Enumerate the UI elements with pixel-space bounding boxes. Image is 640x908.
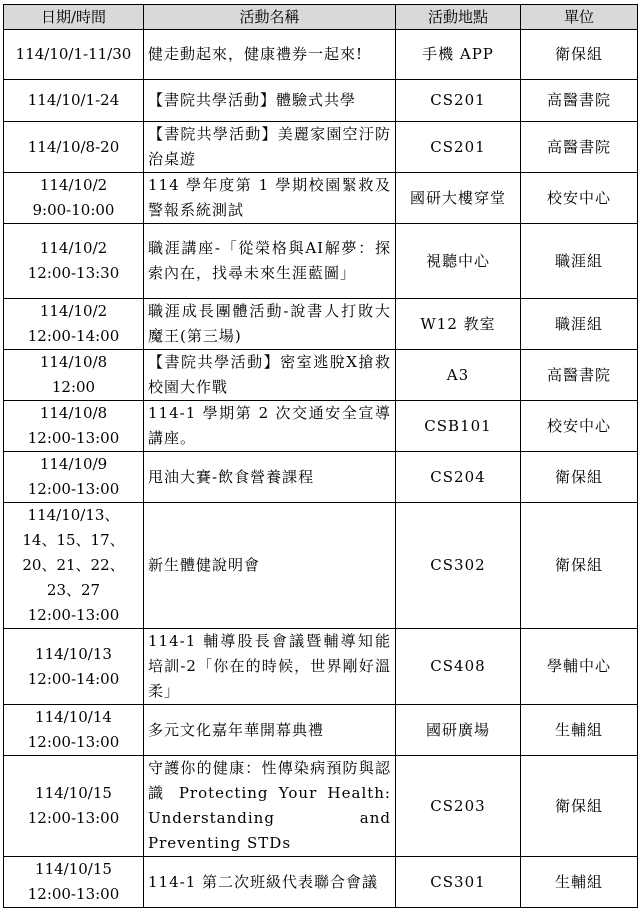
table-row [4,299,638,350]
header-date: 日期/時間 [4,5,144,30]
row-activity-name: 114 學年度第 1 學期校園緊救及警報系統測試 [144,173,396,224]
table-row [4,705,638,756]
row-location: CS302 [396,503,521,629]
row-location: CSB101 [396,401,521,452]
table-row [4,857,638,908]
row-date: 114/10/14 12:00-13:00 [4,705,144,756]
row-unit: 學輔中心 [521,629,638,705]
row-date: 114/10/13 12:00-14:00 [4,629,144,705]
row-date: 114/10/15 12:00-13:00 [4,756,144,857]
header-activity-name: 活動名稱 [144,5,396,30]
table-row [4,122,638,173]
row-activity-name: 114-1 學期第 2 次交通安全宣導講座。 [144,401,396,452]
table-row [4,629,638,705]
table-row [4,80,638,122]
table-row [4,350,638,401]
row-unit: 衛保組 [521,30,638,80]
row-activity-name: 【書院共學活動】密室逃脫X搶救校園大作戰 [144,350,396,401]
header-location: 活動地點 [396,5,521,30]
row-location: CS408 [396,629,521,705]
row-activity-name: 新生體健說明會 [144,503,396,629]
row-location: A3 [396,350,521,401]
table-row [4,173,638,224]
row-unit: 生輔組 [521,705,638,756]
table-row [4,224,638,299]
row-location: CS201 [396,80,521,122]
row-activity-name: 114-1 第二次班級代表聯合會議 [144,857,396,908]
row-location: CS204 [396,452,521,503]
row-date: 114/10/2 9:00-10:00 [4,173,144,224]
row-activity-name: 114-1 輔導股長會議暨輔導知能培訓-2「你在的時候，世界剛好溫柔」 [144,629,396,705]
row-date: 114/10/13、 14、15、17、 20、21、22、 23、27 12:00-13:00 [4,503,144,629]
row-activity-name: 多元文化嘉年華開幕典禮 [144,705,396,756]
activity-schedule-table [3,4,638,908]
row-unit: 衛保組 [521,452,638,503]
row-date: 114/10/1-11/30 [4,30,144,80]
header-unit: 單位 [521,5,638,30]
row-location: 視聽中心 [396,224,521,299]
row-date: 114/10/8-20 [4,122,144,173]
row-unit: 校安中心 [521,401,638,452]
row-location: W12 教室 [396,299,521,350]
row-activity-name: 【書院共學活動】美麗家園空汙防治桌遊 [144,122,396,173]
row-location: CS201 [396,122,521,173]
row-location: 手機 APP [396,30,521,80]
row-unit: 高醫書院 [521,122,638,173]
row-unit: 衛保組 [521,503,638,629]
row-date: 114/10/2 12:00-14:00 [4,299,144,350]
table-header-row [4,5,638,30]
table-row [4,401,638,452]
row-unit: 高醫書院 [521,80,638,122]
row-unit: 衛保組 [521,756,638,857]
row-activity-name: 【書院共學活動】體驗式共學 [144,80,396,122]
row-location: 國研大樓穿堂 [396,173,521,224]
row-unit: 生輔組 [521,857,638,908]
row-date: 114/10/8 12:00-13:00 [4,401,144,452]
table-row [4,30,638,80]
row-date: 114/10/15 12:00-13:00 [4,857,144,908]
row-activity-name: 職涯成長團體活動-說書人打敗大魔王(第三場) [144,299,396,350]
table-row [4,756,638,857]
row-date: 114/10/8 12:00 [4,350,144,401]
row-location: CS203 [396,756,521,857]
row-activity-name: 職涯講座-「從榮格與AI解夢：探索內在，找尋未來生涯藍圖」 [144,224,396,299]
row-date: 114/10/2 12:00-13:30 [4,224,144,299]
row-date: 114/10/9 12:00-13:00 [4,452,144,503]
row-location: CS301 [396,857,521,908]
table-row [4,452,638,503]
row-location: 國研廣場 [396,705,521,756]
row-unit: 高醫書院 [521,350,638,401]
row-activity-name: 健走動起來，健康禮券一起來! [144,30,396,80]
row-unit: 職涯組 [521,224,638,299]
row-activity-name: 甩油大賽-飲食營養課程 [144,452,396,503]
table-row [4,503,638,629]
row-date: 114/10/1-24 [4,80,144,122]
row-activity-name: 守護你的健康：性傳染病預防與認識 Protecting Your Health: Understanding and Preventing STDs [144,756,396,857]
row-unit: 職涯組 [521,299,638,350]
row-unit: 校安中心 [521,173,638,224]
